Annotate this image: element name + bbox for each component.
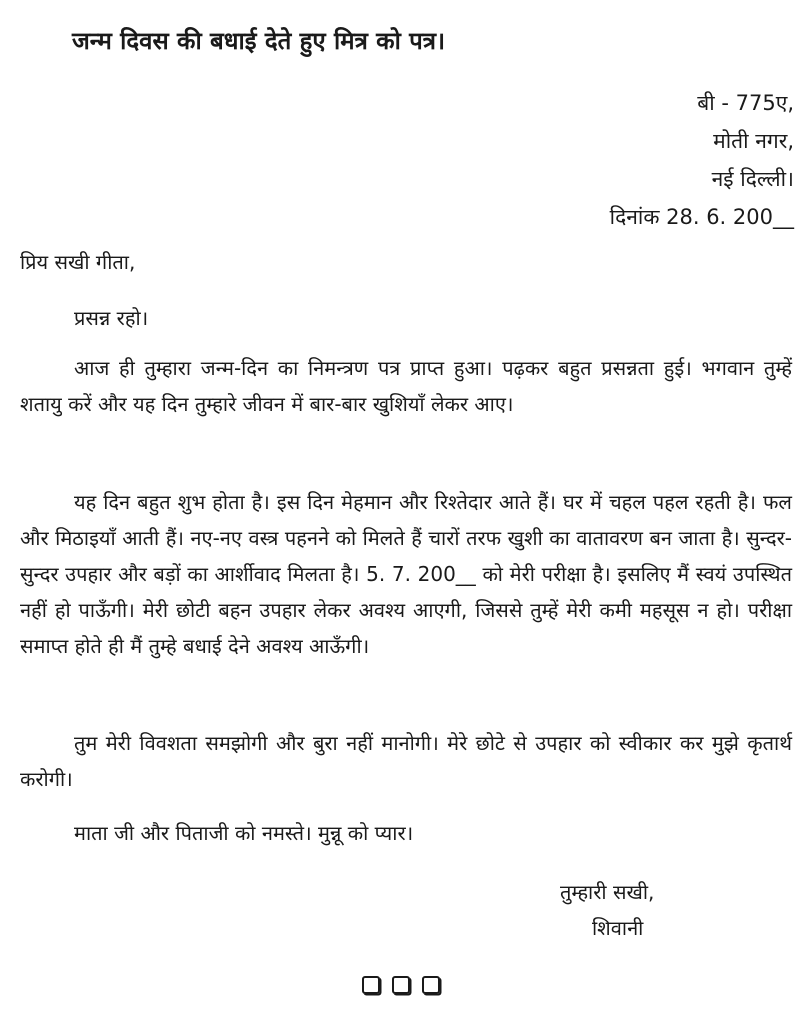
blessing: प्रसन्न रहो। xyxy=(74,306,149,330)
closing-regards: तुम्हारी सखी, xyxy=(560,880,655,904)
address-line-house: बी - 775ए, xyxy=(697,91,794,115)
address-line-city: नई दिल्ली। xyxy=(711,167,794,191)
box-icon xyxy=(362,976,380,994)
end-marks xyxy=(362,976,440,994)
paragraph-regards: माता जी और पिताजी को नमस्ते। मुन्नू को प्यार। xyxy=(74,821,414,845)
letter-title: जन्म दिवस की बधाई देते हुए मित्र को पत्र। xyxy=(72,27,446,55)
paragraph-birthday: यह दिन बहुत शुभ होता है। इस दिन मेहमान और रिश्तेदार आते हैं। घर में चहल पहल रहती है। फल और मिठाइयाँ आती हैं। नए-नए वस्त्र पहनने को मिलते हैं चारों तरफ खुशी का वातावरण बन जाता है। सुन्दर-सुन्दर उपहार और बड़ों का आर्शीवाद मिलता है। 5. 7. 200__ को मेरी परीक्षा है। इसलिए मैं स्वयं उपस्थित नहीं हो पाऊँगी। मेरी छोटी बहन उपहार लेकर अवश्य आएगी, जिससे तुम्हें मेरी कमी महसूस न हो। परीक्षा समाप्त होते ही मैं तुम्हे बधाई देने अवश्य आऊँगी। xyxy=(20,490,792,658)
box-icon xyxy=(392,976,410,994)
box-icon xyxy=(422,976,440,994)
paragraph-apology: तुम मेरी विवशता समझोगी और बुरा नहीं मानोगी। मेरे छोटे से उपहार को स्वीकार कर मुझे कृतार्थ करोगी। xyxy=(20,731,792,791)
salutation: प्रिय सखी गीता, xyxy=(20,250,136,274)
closing-block xyxy=(560,874,654,946)
paragraph-invitation: आज ही तुम्हारा जन्म-दिन का निमन्त्रण पत्र प्राप्त हुआ। पढ़कर बहुत प्रसन्नता हुई। भगवान तुम्हें शतायु करें और यह दिन तुम्हारे जीवन में बार-बार खुशियाँ लेकर आए। xyxy=(20,356,792,416)
address-line-area: मोती नगर, xyxy=(713,129,794,153)
signature: शिवानी xyxy=(592,916,644,940)
letter-date: दिनांक 28. 6. 200__ xyxy=(609,205,794,229)
sender-address xyxy=(610,84,794,236)
